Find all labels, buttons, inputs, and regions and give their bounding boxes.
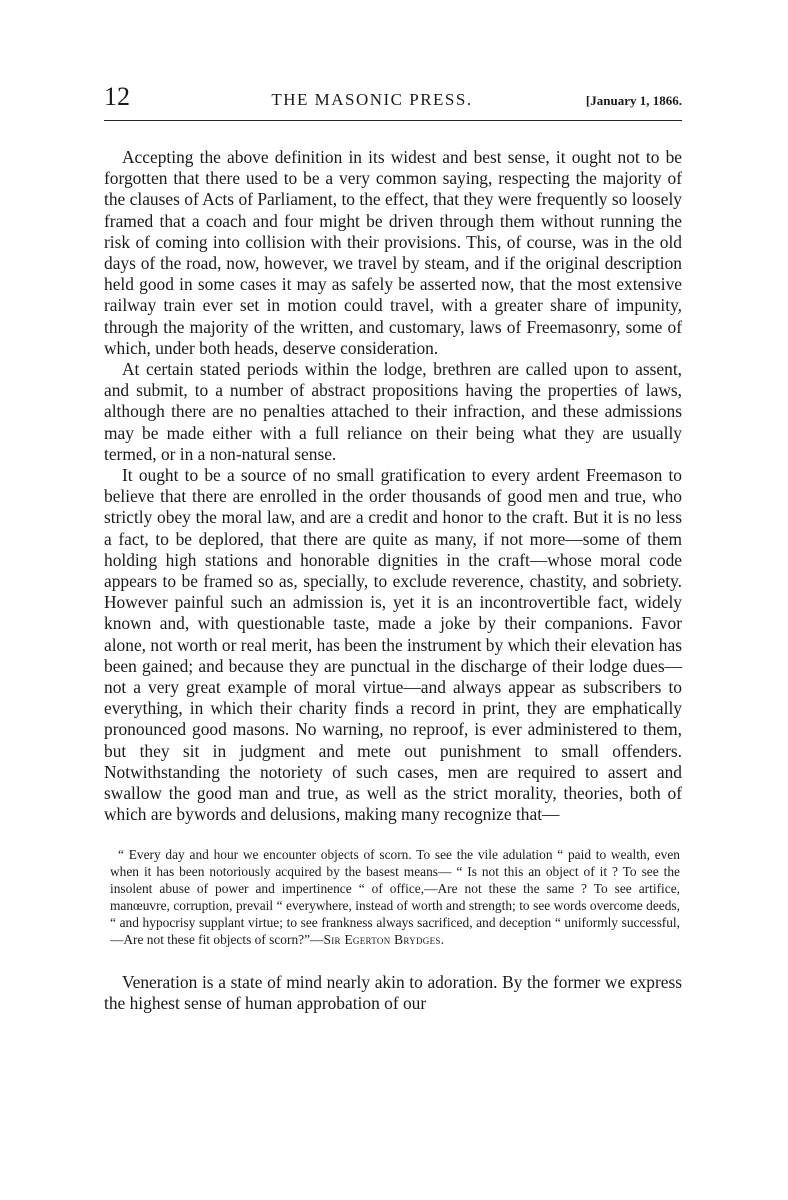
paragraph: Accepting the above definition in its widest and best sense, it ought not to be forgotten that there used to be a very common saying, respecting the majority of the clauses of Acts of Parliament, to the effect, that they were frequently so loosely framed that a coach and four might be driven through them without running the risk of coming into collision with their provisions. This, of course, was in the old days of the road, now, however, we travel by steam, and if the original description held good in some cases it may as safely be asserted now, that the most extensive railway train ever set in motion could travel, with a greater share of impunity, through the majority of the written, and customary, laws of Freemasonry, some of which, under both heads, deserve consideration.	[104, 147, 682, 358]
paragraph: Veneration is a state of mind nearly akin to adoration. By the former we express the highest sense of human approbation of our	[104, 971, 682, 1013]
block-quote	[110, 846, 680, 948]
page-number: 12	[104, 82, 130, 111]
running-head: THE MASONIC PRESS.	[271, 90, 473, 109]
page	[104, 84, 682, 1014]
quote-attribution: Sir Egerton Brydges.	[323, 931, 445, 947]
closing-text	[104, 972, 682, 1014]
article-body	[104, 147, 682, 826]
paragraph: It ought to be a source of no small gratification to every ardent Freemason to believe that there are enrolled in the order thousands of good men and true, who strictly obey the moral law, and are a credit and honor to the craft. But it is no less a fact, to be deplored, that there are quite as many, if not more—some of them holding high stations and honorable dignities in the craft—whose moral code appears to be framed so as, specially, to exclude reverence, chastity, and sobriety. However painful such an admission is, yet it is an incontrovertible fact, widely known and, with questionable taste, made a joke by their companions. Favor alone, not worth or real merit, has been the instrument by which their elevation has been gained; and because they are punctual in the discharge of their lodge dues—not a very great example of moral virtue—and always appear as subscribers to everything, in which their charity finds a record in print, they are emphatically pronounced good masons. No warning, no reproof, is ever administered to them, but they sit in judgment and mete out punishment to small offenders. Notwithstanding the notoriety of such cases, men are required to assert and swallow the good man and true, as well as the strict morality, theories, both of which are bywords and delusions, making many recognize that—	[104, 465, 682, 825]
quote-text: “ Every day and hour we encounter objects of scorn. To see the vile adulation “ paid to wealth, even when it has been notoriously acquired by the basest means— “ Is not this an object of it ? To see the insolent abuse of power and impertinence “ of office,—Are not these the same ? To see artifice, manœuvre, corruption, prevail “ everywhere, instead of worth and strength; to see words overcome deeds, “ and hypocrisy supplant virtue; to see frankness always sacrificed, and deception “ uniformly successful,—Are not these fit objects of scorn?”—	[110, 846, 680, 947]
quote-paragraph	[110, 846, 680, 948]
issue-date: [January 1, 1866.	[585, 93, 682, 108]
paragraph: At certain stated periods within the lodge, brethren are called upon to assent, and submit, to a number of abstract propositions having the properties of laws, although there are no penalties attached to their infraction, and these admissions may be made either with a full reliance on their being what they are usually termed, or in a non-natural sense.	[104, 359, 682, 464]
page-header	[104, 84, 682, 110]
header-rule	[104, 120, 682, 121]
